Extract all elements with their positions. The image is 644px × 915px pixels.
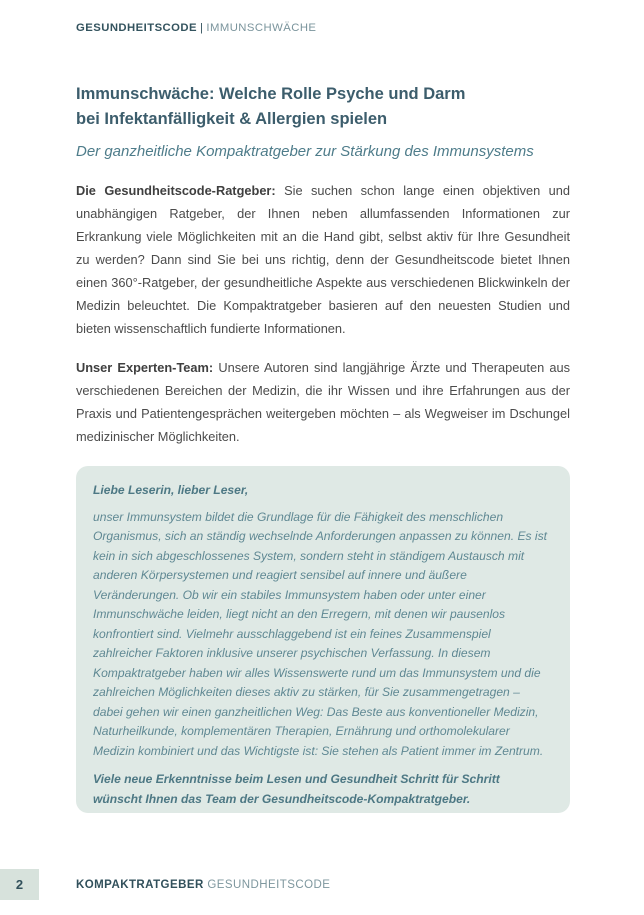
title-line-2: bei Infektanfälligkeit & Allergien spielen	[76, 110, 388, 128]
paragraph-lead: Unser Experten-Team:	[76, 360, 214, 375]
letter-body: unser Immunsystem bildet die Grundlage für die Fähigkeit des menschlichen Organismus, sich an ständig wechselnde Anforderungen anpassen zu können. Es ist kein in sich abgeschlossenes System, sondern steht in ständigem Austausch mit anderen Körpersystemen und reagiert sensibel auf innere und äußere Veränderungen. Ob wir ein stabiles Immunsystem haben oder unter einer Immunschwäche leiden, liegt nicht an den Erregern, mit denen wir pausenlos konfrontiert sind. Vielmehr ausschlaggebend ist ein feines Zusammenspiel zahlreicher Faktoren inklusive unserer psychischen Verfassung. In diesem Kompaktratgeber haben wir alles Wissenswerte rund um das Immunsystem und die zahlreichen Möglichkeiten dieses aktiv zu stärken, für Sie zusammengetragen – dabei gehen wir einen ganzheitlichen Weg: Das Beste aus konventioneller Medizin, Naturheilkunde, komplementären Therapien, Ernährung und orthomolekularer Medizin kombiniert und das Wichtigste ist: Sie stehen als Patient immer im Zentrum.	[93, 509, 548, 758]
brand-name: GESUNDHEITSCODE	[76, 22, 197, 34]
footer-page-number-tab	[0, 869, 39, 900]
page-number: 2	[15, 877, 24, 892]
letter-box	[76, 466, 570, 813]
header-separator: |	[200, 22, 204, 34]
page-header	[76, 21, 570, 35]
letter-closing: Viele neue Erkenntnisse beim Lesen und Gesundheit Schritt für Schritt wünscht Ihnen das Team der Gesundheitscode-Kompaktratgeber.	[93, 772, 500, 806]
footer-brand	[76, 878, 330, 892]
letter-salutation: Liebe Leserin, lieber Leser,	[93, 483, 249, 497]
paragraph-text: Unsere Autoren sind langjährige Ärzte und Therapeuten aus verschiedenen Bereichen der Medizin, die ihr Wissen und ihre Erfahrungen aus der Praxis und Patientengesprächen weitergeben möchten – als Wegweiser im Dschungel medizinischer Möglichkeiten.	[76, 360, 570, 444]
paragraph-lead: Die Gesundheitscode-Ratgeber:	[76, 183, 276, 198]
intro-paragraph	[76, 179, 570, 340]
paragraph-text: Sie suchen schon lange einen objektiven und unabhängigen Ratgeber, der Ihnen neben allumfassenden Informationen zur Erkrankung viele Möglichkeiten mit an die Hand gibt, selbst aktiv für Ihre Gesundheit zu werden? Dann sind Sie bei uns richtig, denn der Gesundheitscode bietet Ihnen einen 360°-Ratgeber, der gesundheitliche Aspekte aus verschiedenen Blickwinkeln der Medizin beleuchtet. Die Kompaktratgeber basieren auf den neuesten Studien und bieten wissenschaftlich fundierte Informationen.	[76, 183, 570, 336]
footer-brand-light: GESUNDHEITSCODE	[207, 879, 331, 891]
section-name: IMMUNSCHWÄCHE	[206, 22, 317, 34]
footer-brand-bold: KOMPAKTRATGEBER	[76, 879, 204, 891]
title-line-1: Immunschwäche: Welche Rolle Psyche und Darm	[76, 85, 466, 103]
experts-paragraph	[76, 356, 570, 448]
page-subtitle: Der ganzheitliche Kompaktratgeber zur Stärkung des Immunsystems	[76, 143, 534, 160]
page-title	[76, 82, 570, 132]
